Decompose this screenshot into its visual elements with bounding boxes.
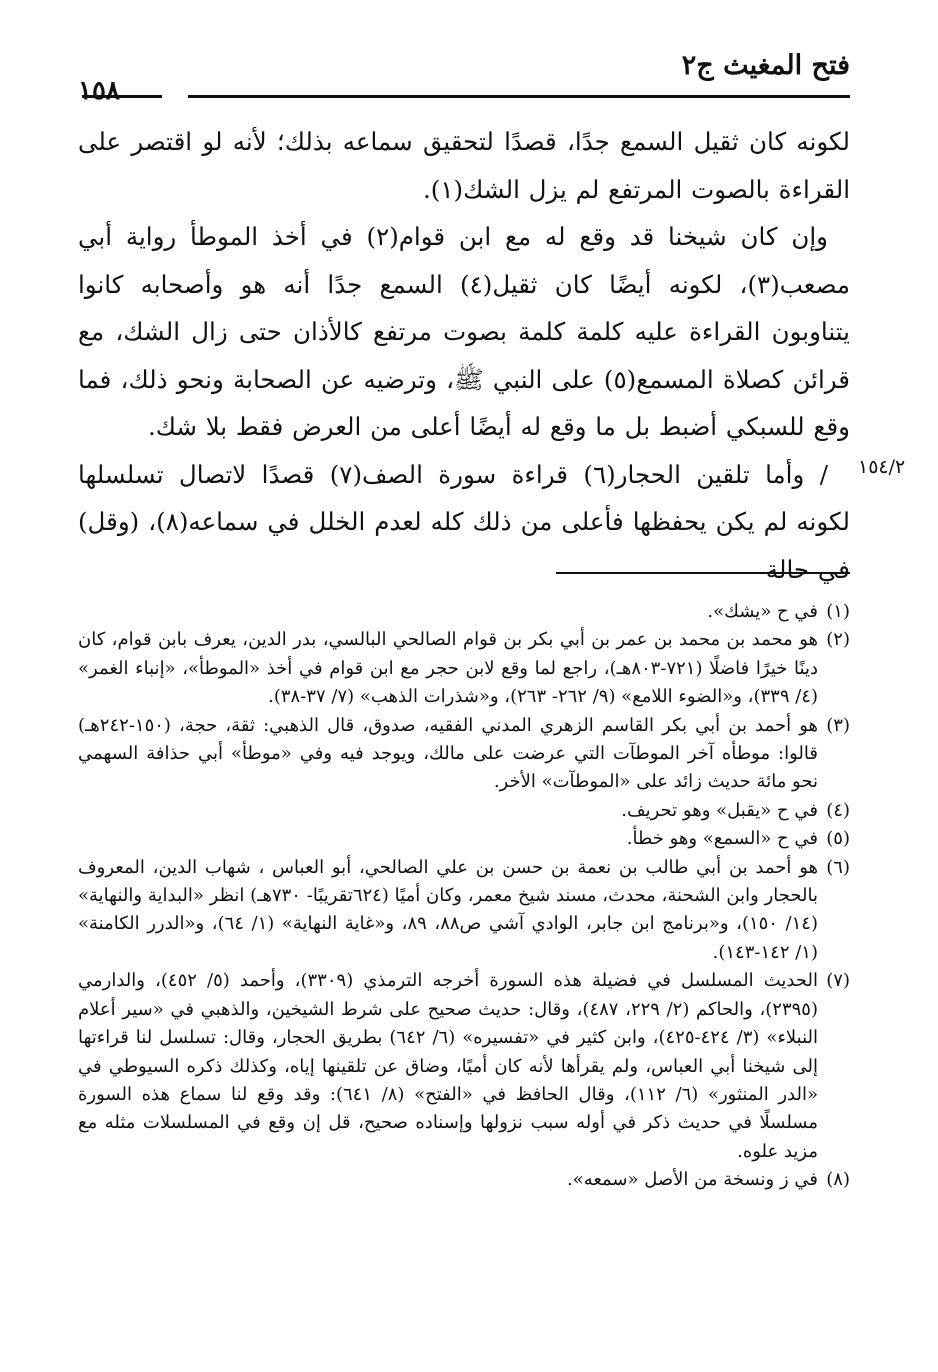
footnote — [78, 712, 850, 797]
footnote-text: في ز ونسخة من الأصل «سمعه». — [566, 1169, 818, 1191]
footnote-number: (٥) — [826, 828, 850, 850]
footnotes — [78, 598, 850, 1195]
footnote-number: (٣) — [826, 714, 850, 736]
main-text — [78, 118, 850, 593]
footnote-text: الحديث المسلسل في فضيلة هذه السورة أخرجه الترمذي (٣٣٠٩)، وأحمد (٥/ ٤٥٢)، والدارمي (٢٣٩٥)، والحاكم (٢/ ٢٢٩، ٤٨٧)، وقال: حديث صحيح على شرط الشيخين، والذهبي في «سير أعلام النبلاء» (٣/ ٤٢٤-٤٢٥)، وابن كثير في «تفسيره» (٦/ ٦٤٢) بطريق الحجار، وقال: تسلسل لنا قراءتها إلى شيخنا أبي العباس، ولم يقرأها لأنه كان أميًا، وضاق عن تلقينها إياه، وكذلك ذكره السيوطي في «الدر المنثور» (٦/ ١١٢)، وقال الحافظ في «الفتح» (٨/ ٦٤١): وقد وقع لنا سماع هذه السورة مسلسلًا في حديث ذكر في أوله سبب نزولها وإسناده صحيح، قل إن وقع في المسلسلات مثله مع مزيد علوه. — [78, 970, 818, 1162]
footnote — [78, 626, 850, 711]
footnote — [78, 825, 850, 853]
footnote-number: (٧) — [826, 970, 850, 992]
footnote-number: (٢) — [826, 629, 850, 651]
footnote-text: هو أحمد بن أبي بكر القاسم الزهري المدني الفقيه، صدوق، قال الذهبي: ثقة، حجة، (١٥٠-٢٤٢هـ) قالوا: موطأه آخر الموطآت التي عرضت على مالك، ويوجد فيه وفي «موطأ» أبي حذافة السهمي نحو مائة حديث زائد على «الموطآت» الأخر. — [78, 714, 818, 793]
footnote-text: في ح «السمع» وهو خطأ. — [626, 828, 818, 850]
footnote-text: هو أحمد بن أبي طالب بن نعمة بن حسن بن علي الصالحي، أبو العباس ، شهاب الدين، المعروف بالحجار وابن الشحنة، محدث، مسند شيخ معمر، وكان أميًا (٦٢٤تقريبًا- ٧٣٠هـ) انظر «البداية والنهاية» (١٤/ ١٥٠)، و«برنامج ابن جابر، الوادي آشي ص٨٨، ٨٩، و«غاية النهاية» (١/ ٦٤)، و«الدرر الكامنة» (١/ ١٤٢-١٤٣). — [78, 856, 818, 963]
footnote — [78, 797, 850, 825]
footnote — [78, 598, 850, 626]
footnote-number: (٨) — [826, 1169, 850, 1191]
footnote — [78, 967, 850, 1166]
footnote-text: في ح «يشك». — [707, 601, 818, 622]
footnote-separator — [556, 572, 850, 574]
paragraph: / وأما تلقين الحجار(٦) قراءة سورة الصف(٧) قصدًا لاتصال تسلسلها لكونه لم يكن يحفظها فأعلى من ذلك كله لعدم الخلل في سماعه(٨)، (وقل) في حالة — [78, 459, 851, 584]
footnote-number: (١) — [826, 601, 850, 622]
footnote-text: هو محمد بن محمد بن عمر بن أبي بكر بن قوام الصالحي البالسي، بدر الدين، يعرف بابن قوام، كان دينًا خيرًا فاضلًا (٧٢١-٨٠٣هـ)، راجع لما وقع لابن حجر مع ابن قوام في أخذ «الموطأ»، «إنباء الغمر» (٤/ ٣٣٩)، و«الضوء اللامع» (٩/ ٢٦٢- ٢٦٣)، و«شذرات الذهب» (٧/ ٣٧-٣٨). — [78, 629, 818, 708]
margin-reference: ١٥٤/٢ — [858, 456, 906, 478]
paragraph: وإن كان شيخنا قد وقع له مع ابن قوام(٢) في أخذ الموطأ رواية أبي مصعب(٣)، لكونه أيضًا كان ثقيل(٤) السمع جدًا أنه هو وأصحابه كانوا يتناوبون القراءة عليه كلمة كلمة بصوت مرتفع كالأذان حتى زال الشك، مع قرائن كصلاة المسمع(٥) على النبي ﷺ، وترضيه عن الصحابة ونحو ذلك، فما وقع للسبكي أضبط بل ما وقع له أيضًا أعلى من العرض فقط بلا شك. — [78, 222, 850, 441]
header-rule — [188, 95, 850, 98]
footnote-number: (٤) — [826, 799, 850, 821]
footnote — [78, 854, 850, 968]
page-number: ١٥٨ — [78, 76, 120, 106]
footnote-text: في ح «يقبل» وهو تحريف. — [621, 799, 818, 821]
paragraph: لكونه كان ثقيل السمع جدًا، قصدًا لتحقيق سماعه بذلك؛ لأنه لو اقتصر على القراءة بالصوت المرتفع لم يزل الشك(١). — [78, 127, 850, 204]
page-header — [78, 50, 850, 106]
book-title: فتح المغيث ج٢ — [681, 50, 850, 81]
footnote-number: (٦) — [826, 856, 850, 878]
header-rule-short — [82, 95, 162, 98]
footnote — [78, 1166, 850, 1194]
